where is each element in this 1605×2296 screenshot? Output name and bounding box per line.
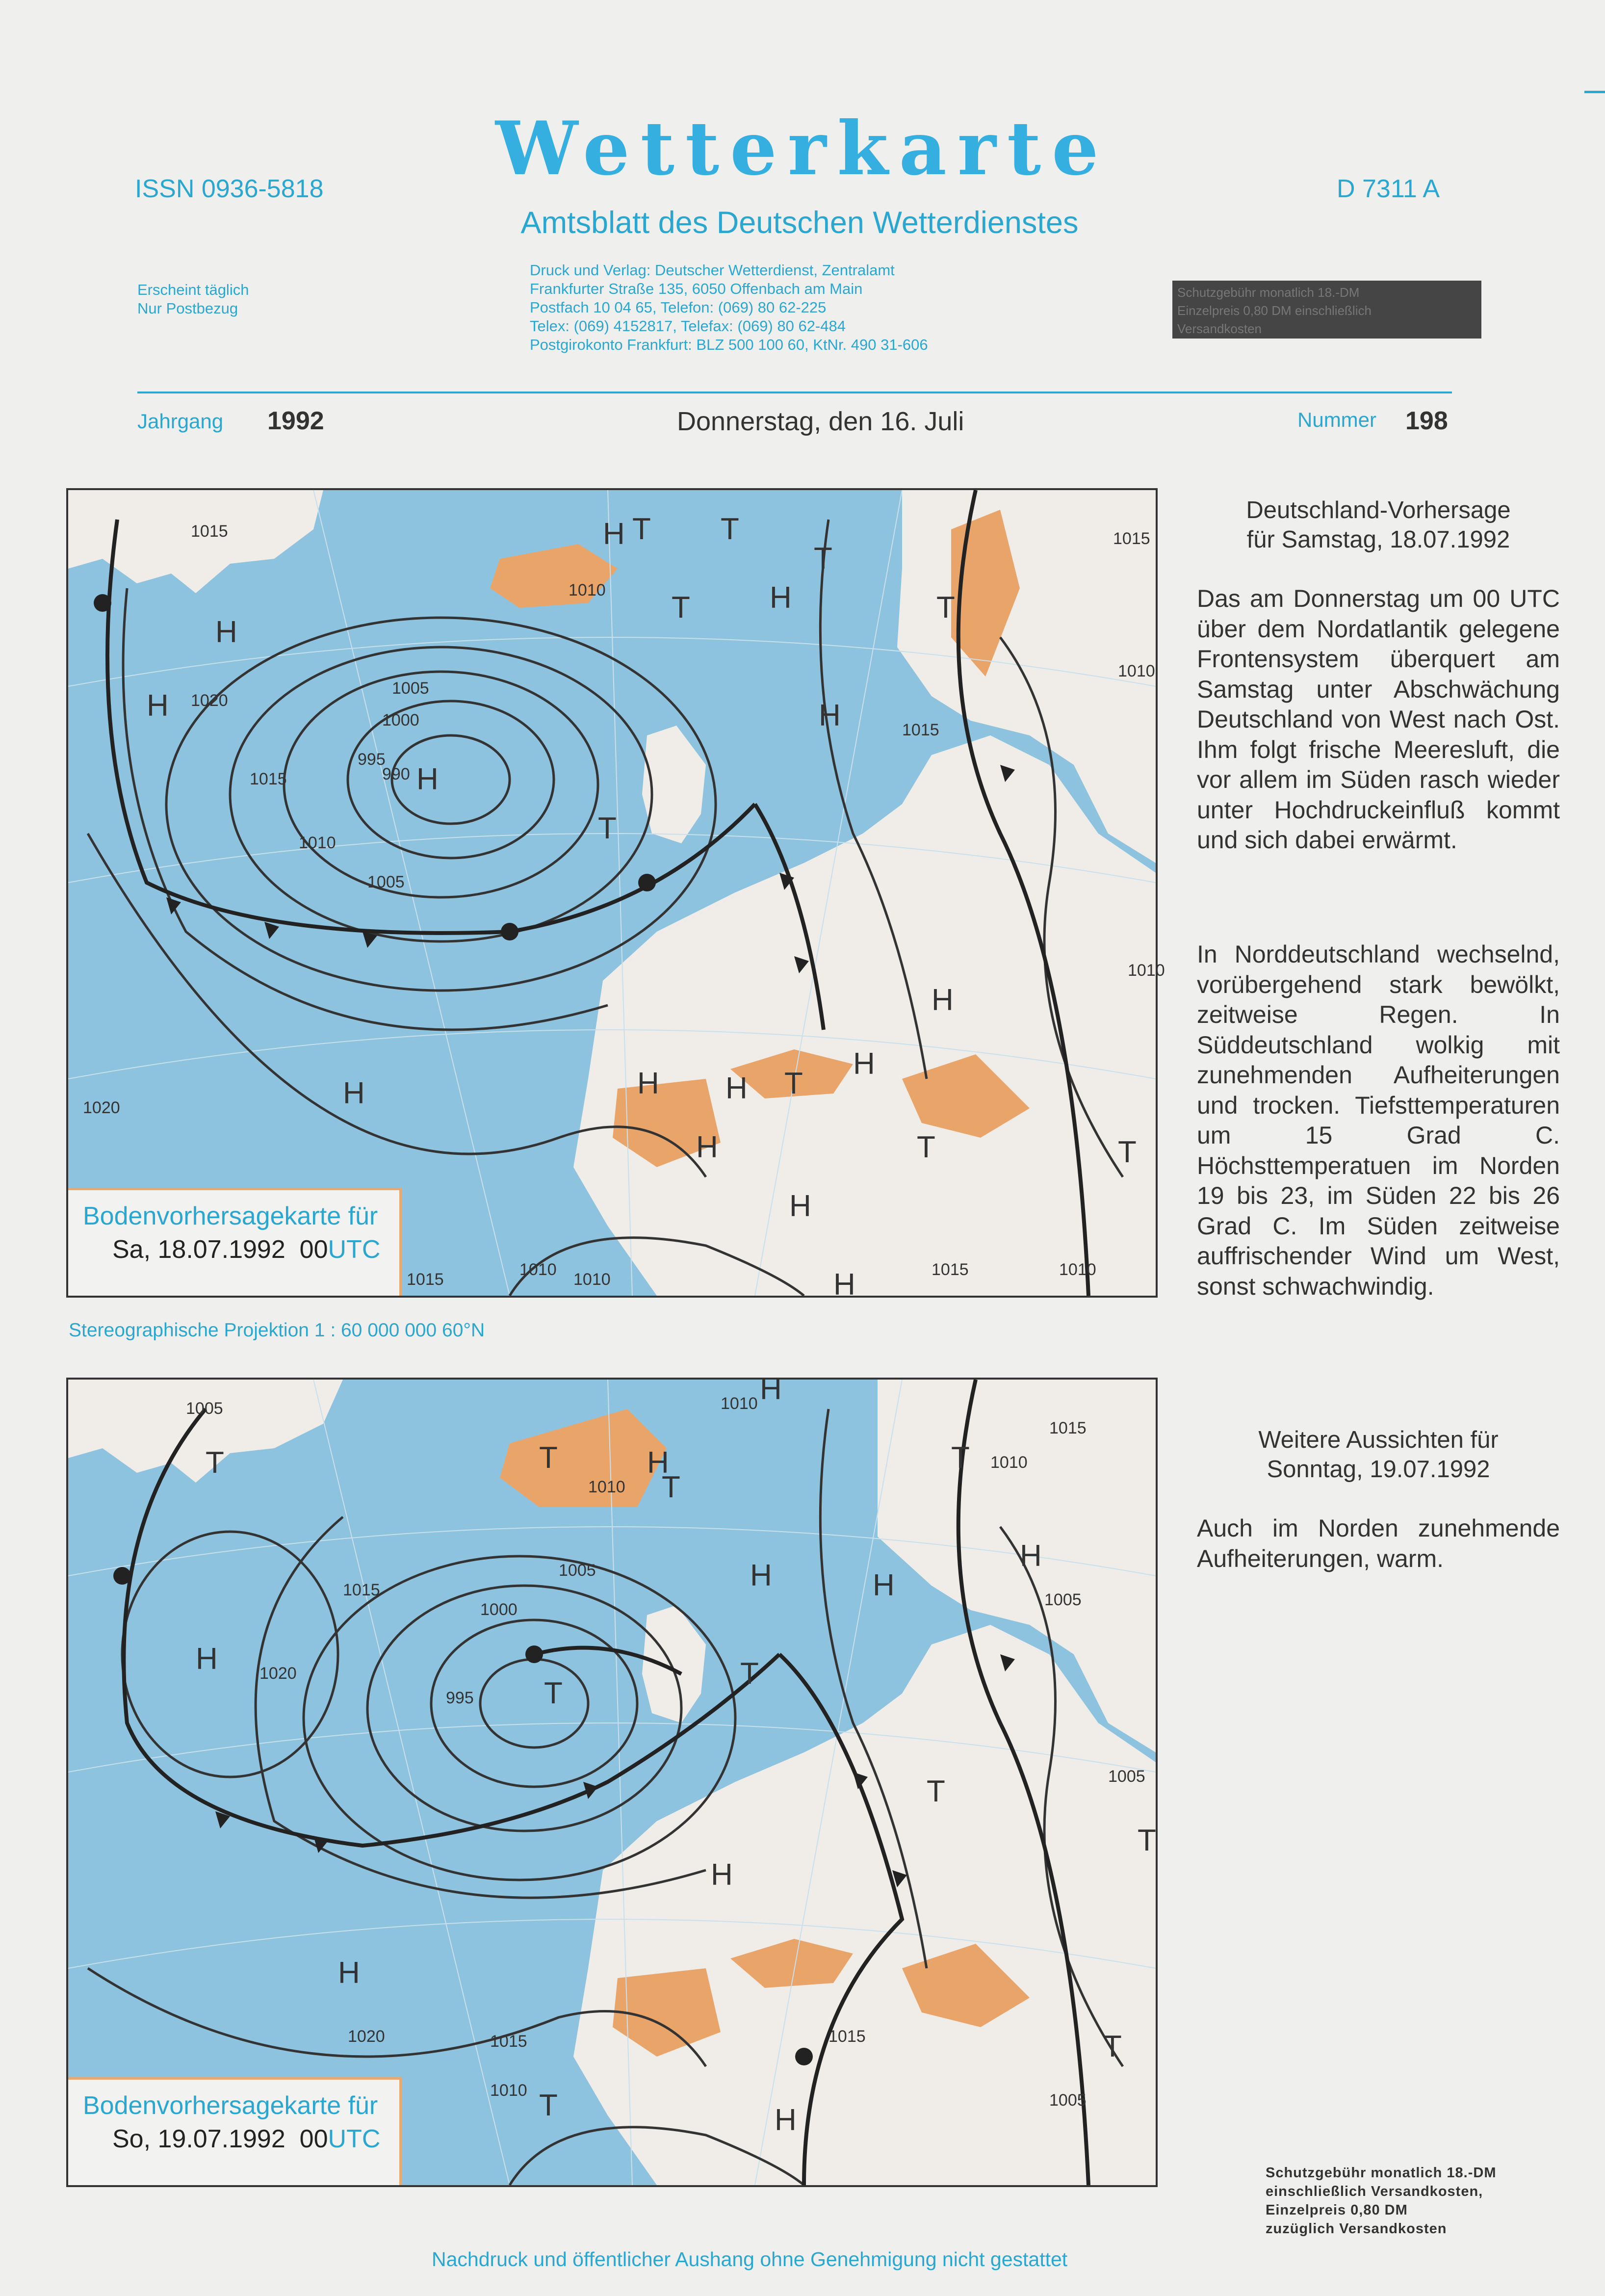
isobar-label: 1010 <box>588 1478 625 1496</box>
isobar-label: 1005 <box>1049 2091 1087 2110</box>
forecast-paragraph: In Norddeutschland wechselnd, vorübergehend stark bewölkt, zeitweise Regen. In Süddeutschland wolkig mit zunehmenden Aufheiterungen und trocken. Tiefsttemperaturen um 15 Grad C. Höchsttemperatuen im Norden 19 bis 23, im Süden 22 bis 26 Grad C. Im Süden zeitweise auffrischender Wind um West, sonst schwachwindig. <box>1197 940 1560 1300</box>
pressure-center: H <box>819 699 841 732</box>
isobar-label: 1020 <box>348 2027 385 2046</box>
forecast-title <box>1197 496 1560 554</box>
pressure-center: T <box>784 1067 803 1100</box>
caption-date-text: Sa, 18.07.1992 <box>112 1235 285 1264</box>
isobar-label: 1010 <box>721 1394 758 1413</box>
land-britain <box>642 1605 706 1723</box>
masthead-subtitle: Amtsblatt des Deutschen Wetterdienstes <box>520 206 1079 240</box>
isobar-label: 1015 <box>343 1581 380 1599</box>
isobar-label: 1020 <box>83 1098 120 1117</box>
distribution-number: D 7311 A <box>1337 175 1440 203</box>
pressure-center: H <box>789 1189 811 1223</box>
isobar-label: 1015 <box>1113 529 1150 548</box>
pressure-center: T <box>936 591 955 625</box>
map-graphic <box>68 1372 1156 2185</box>
publisher-info <box>530 261 928 354</box>
forecast-map-sunday <box>66 1372 1158 2187</box>
pressure-center: H <box>1020 1539 1042 1573</box>
pressure-center: H <box>343 1076 365 1110</box>
issn-number: ISSN 0936-5818 <box>135 175 324 203</box>
isobar-label: 1010 <box>1128 961 1165 980</box>
isobar-label: 1000 <box>382 711 419 730</box>
isobar-label: 1005 <box>367 873 405 891</box>
pressure-center: T <box>1118 1135 1137 1169</box>
isobar-label: 1015 <box>902 721 939 739</box>
land-iceland <box>500 1409 667 1507</box>
pressure-center: T <box>814 542 832 575</box>
jahrgang-value: 1992 <box>267 407 324 435</box>
isobar-label: 1020 <box>259 1664 297 1683</box>
pressure-center: T <box>539 1441 558 1475</box>
isobar-label: 995 <box>358 750 386 769</box>
isobar-label: 1005 <box>186 1399 223 1418</box>
fee-line: einschließlich Versandkosten, <box>1266 2184 1483 2199</box>
pressure-center: H <box>833 1268 855 1302</box>
isobar-label: 1015 <box>407 1270 444 1289</box>
caption-hour: 00 <box>299 1235 328 1264</box>
reprint-notice: Nachdruck und öffentlicher Aushang ohne Genehmigung nicht gestattet <box>432 2248 1068 2270</box>
land-greenland <box>68 490 323 593</box>
pressure-center: T <box>662 1470 680 1504</box>
forecast-map-saturday <box>66 488 1165 1302</box>
isobar-label: 1000 <box>480 1600 518 1619</box>
header-divider <box>137 391 1452 393</box>
footer-fee-note <box>1266 2164 1496 2238</box>
fee-line: zuzüglich Versandkosten <box>1266 2221 1447 2237</box>
isobar-label: 1005 <box>559 1561 596 1580</box>
pressure-center: H <box>647 1446 669 1480</box>
publisher-line: Druck und Verlag: Deutscher Wetterdienst, Zentralamt <box>530 261 895 279</box>
isobar-label: 1015 <box>250 770 287 788</box>
pressure-center: T <box>598 811 617 845</box>
erscheint-line: Erscheint täglich <box>137 281 249 298</box>
isobar-label: 1010 <box>573 1270 611 1289</box>
fee-line: Einzelpreis 0,80 DM <box>1266 2202 1408 2218</box>
map-caption-date <box>112 2122 385 2156</box>
erscheint-line: Nur Postbezug <box>137 300 238 317</box>
pressure-center: H <box>603 517 625 551</box>
pressure-center: T <box>1138 1824 1156 1857</box>
caption-utc: UTC <box>328 2125 381 2153</box>
isobar-label: 1010 <box>990 1453 1028 1472</box>
redacted-line: Schutzgebühr monatlich 18.-DM <box>1177 285 1360 300</box>
edge-mark <box>1584 91 1605 93</box>
outlook-title-line: Sonntag, 19.07.1992 <box>1267 1456 1490 1483</box>
pressure-center: H <box>932 983 954 1017</box>
isobar-label: 1010 <box>490 2081 527 2100</box>
isobar-label: 1015 <box>490 2032 527 2051</box>
fee-line: Schutzgebühr monatlich 18.-DM <box>1266 2165 1497 2181</box>
pressure-center: T <box>917 1130 935 1164</box>
masthead-title: Wetterkarte <box>495 105 1110 192</box>
publication-frequency <box>137 281 249 318</box>
jahrgang-label: Jahrgang <box>137 410 224 433</box>
forecast-title-line: Deutschland-Vorhersage <box>1246 497 1511 523</box>
publisher-line: Postgirokonto Frankfurt: BLZ 500 100 60, KtNr. 490 31-606 <box>530 336 928 353</box>
nummer-label: Nummer <box>1297 408 1377 431</box>
pressure-center: H <box>760 1372 782 1406</box>
pressure-center: T <box>721 512 739 546</box>
pressure-center: H <box>853 1047 875 1081</box>
pressure-center: H <box>215 615 237 649</box>
isobar-label: 1015 <box>828 2027 866 2046</box>
fee-label-redacted <box>1172 281 1481 339</box>
pressure-center: T <box>740 1657 759 1691</box>
pressure-center: T <box>927 1774 945 1808</box>
publisher-line: Telex: (069) 4152817, Telefax: (069) 80 62-484 <box>530 317 846 335</box>
forecast-paragraph: Das am Donnerstag um 00 UTC über dem Nordatlantik gelegene Frontensystem überquert am Samstag unter Abschwächung Deutschland von West nach Ost. Ihm folgt frische Meeresluft, die vor allem im Süden rasch wieder unter Hochdruckeinfluß kommt und sich dabei erwärmt. <box>1197 585 1560 854</box>
map-caption-title: Bodenvorhersagekarte für <box>83 2091 378 2120</box>
map-caption <box>68 2077 402 2185</box>
isobar-label: 1010 <box>569 581 606 600</box>
pressure-center: T <box>1103 2030 1122 2063</box>
isobar-label: 1020 <box>191 691 228 710</box>
pressure-center: H <box>775 2103 797 2137</box>
isobar-label: 1015 <box>932 1260 969 1279</box>
pressure-center: T <box>206 1446 224 1480</box>
isobar-label: 1015 <box>1049 1419 1087 1437</box>
redacted-line: Einzelpreis 0,80 DM einschließlich <box>1177 303 1372 318</box>
isobar-label: 1010 <box>299 834 336 852</box>
redacted-line: Versandkosten <box>1177 321 1262 336</box>
nummer-value: 198 <box>1405 407 1448 435</box>
pressure-center: H <box>725 1071 748 1105</box>
pressure-center: H <box>711 1858 733 1892</box>
pressure-center: H <box>770 581 792 615</box>
publisher-line: Frankfurter Straße 135, 6050 Offenbach am Main <box>530 280 863 297</box>
isobar-label: 1015 <box>191 522 228 541</box>
projection-note: Stereographische Projektion 1 : 60 000 000 60°N <box>69 1320 485 1341</box>
pressure-center: T <box>544 1676 563 1710</box>
pressure-center: T <box>632 512 651 546</box>
publisher-line: Postfach 10 04 65, Telefon: (069) 80 62-225 <box>530 299 827 316</box>
caption-date-text: So, 19.07.1992 <box>112 2125 285 2153</box>
pressure-center: H <box>338 1956 360 1990</box>
pressure-center: H <box>750 1559 772 1592</box>
pressure-center: T <box>672 591 690 625</box>
isobar-label: 1010 <box>1059 1260 1096 1279</box>
pressure-center: H <box>196 1642 218 1676</box>
pressure-center: T <box>951 1441 970 1475</box>
caption-hour: 00 <box>299 2125 328 2153</box>
outlook-title-line: Weitere Aussichten für <box>1258 1427 1499 1453</box>
isobar-label: 1010 <box>519 1260 557 1279</box>
forecast-title-line: für Samstag, 18.07.1992 <box>1246 526 1510 553</box>
pressure-center: T <box>539 2088 558 2122</box>
issue-date: Donnerstag, den 16. Juli <box>677 407 964 436</box>
isobar-label: 1005 <box>392 679 429 698</box>
pressure-center: H <box>696 1130 718 1164</box>
map-caption-title: Bodenvorhersagekarte für <box>83 1202 378 1230</box>
map-graphic <box>68 490 1165 1302</box>
isobar-label: 990 <box>382 765 410 783</box>
map-caption <box>68 1188 402 1296</box>
pressure-center: H <box>873 1568 895 1602</box>
isobar-label: 1005 <box>1044 1591 1082 1609</box>
outlook-title <box>1197 1425 1560 1484</box>
pressure-center: H <box>147 689 169 723</box>
pressure-center: H <box>637 1067 659 1100</box>
isobar-label: 1010 <box>1118 662 1155 680</box>
map-caption-date <box>112 1232 385 1267</box>
isobar-label: 1005 <box>1108 1767 1145 1786</box>
pressure-center: H <box>416 762 439 796</box>
caption-utc: UTC <box>328 1235 381 1264</box>
outlook-paragraph: Auch im Norden zunehmende Aufheiterungen, warm. <box>1197 1514 1560 1572</box>
isobar-label: 995 <box>446 1689 474 1707</box>
